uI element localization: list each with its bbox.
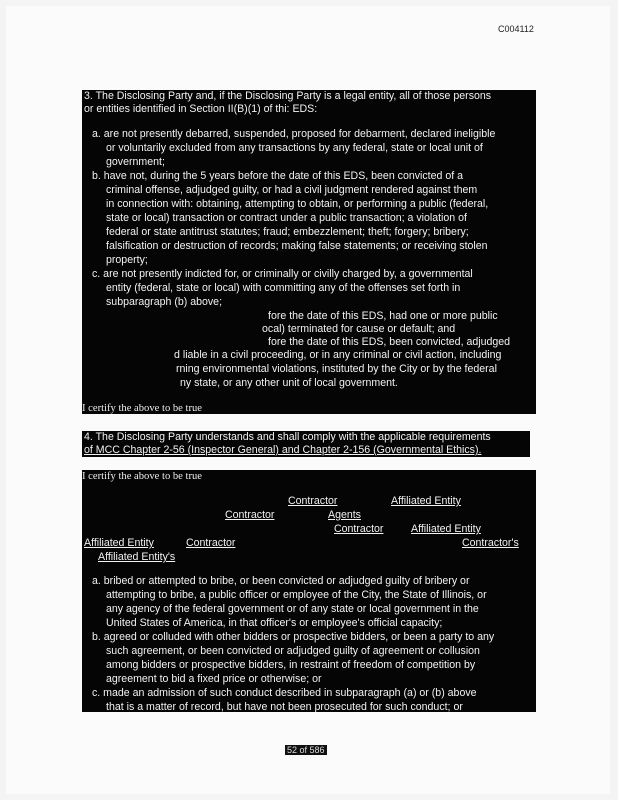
section-5-item-line: such agreement, or been convicted or adjudged guilty of agreement or collusion <box>106 645 480 657</box>
page-number: 52 of 586 <box>287 745 325 755</box>
section-5-item-line: c. made an admission of such conduct described in subparagraph (a) or (b) above <box>92 687 477 699</box>
section-3-item-line: falsification or destruction of records; making false statements; or receiving stolen <box>106 240 488 252</box>
section-3-item-line: c. are not presently indicted for, or criminally or civilly charged by, a governmental <box>92 268 473 280</box>
section-3-item-line: or voluntarily excluded from any transactions by any federal, state or local unit of <box>106 142 483 154</box>
section-5-item-line: any agency of the federal government or of any state or local government in the <box>106 603 479 615</box>
section-3-intro-line: or entities identified in Section II(B)(1) of thi: EDS: <box>84 103 318 115</box>
section-3-fragment-line: fore the date of this EDS, had one or more public <box>268 310 498 322</box>
term-contractor: Contractor <box>186 537 236 549</box>
term-contractor: Contractor <box>225 509 275 521</box>
term-affiliated-entitys: Affiliated Entity's <box>98 551 176 563</box>
section-5-item-line: a. bribed or attempted to bribe, or been convicted or adjudged guilty of bribery or <box>92 575 470 587</box>
section-3-fragment-line: ocal) terminated for cause or default; and <box>262 323 456 335</box>
section-3-fragment-line: ny state, or any other unit of local government. <box>180 377 398 389</box>
term-affiliated-entity: Affiliated Entity <box>391 495 461 507</box>
section-4-block <box>82 431 530 457</box>
term-contractors: Contractor's <box>462 537 519 549</box>
section-3-item-line: b. have not, during the 5 years before the date of this EDS, been convicted of a <box>92 170 464 182</box>
section-5-item-line: attempting to bribe, a public officer or employee of the City, the State of Illinois, or <box>106 589 487 601</box>
section-3-fragment-line: d liable in a civil proceeding, or in any criminal or civil action, including <box>174 349 502 361</box>
term-affiliated-entity: Affiliated Entity <box>411 523 481 535</box>
term-contractor: Contractor <box>288 495 338 507</box>
section-5-item-line: b. agreed or colluded with other bidders or prospective bidders, or been a party to any <box>92 631 495 643</box>
section-3-item-line: entity (federal, state or local) with committing any of the offenses set forth in <box>106 282 461 294</box>
section-3-block <box>82 90 536 414</box>
term-agents: Agents <box>328 509 361 521</box>
section-5-item-line: among bidders or prospective bidders, in restraint of freedom of competition by <box>106 659 476 671</box>
section-3-item-line: criminal offense, adjudged guilty, or had a civil judgment rendered against them <box>106 184 478 196</box>
section-3-item-line: property; <box>106 254 148 266</box>
certify-statement: I certify the above to be true <box>82 403 203 414</box>
section-3-item-line: a. are not presently debarred, suspended, proposed for debarment, declared ineligible <box>92 128 496 140</box>
section-5-item-line: United States of America, in that officer's or employee's official capacity; <box>106 617 443 629</box>
section-4-line: of MCC Chapter 2-56 (Inspector General) and Chapter 2-156 (Governmental Ethics). <box>84 444 482 456</box>
document-id: C004112 <box>498 24 534 34</box>
section-3-item-line: subparagraph (b) above; <box>106 296 223 308</box>
section-5-block <box>82 470 536 712</box>
term-contractor: Contractor <box>334 523 384 535</box>
section-3-item-line: in connection with: obtaining, attempting to obtain, or performing a public (federal, <box>106 198 489 210</box>
section-3-intro-line: 3. The Disclosing Party and, if the Disclosing Party is a legal entity, all of those persons <box>84 90 492 102</box>
section-5-item-line: agreement to bid a fixed price or otherwise; or <box>106 673 322 685</box>
section-3-item-line: government; <box>106 156 165 168</box>
section-4-line: 4. The Disclosing Party understands and shall comply with the applicable requirements <box>84 431 491 443</box>
section-3-item-line: federal or state antitrust statutes; fraud; embezzlement; theft; forgery; bribery; <box>106 226 469 238</box>
certify-statement: I certify the above to be true <box>82 471 203 482</box>
section-5-item-line: that is a matter of record, but have not been prosecuted for such conduct; or <box>106 701 463 713</box>
section-3-fragment-line: fore the date of this EDS, been convicted, adjudged <box>268 336 511 348</box>
term-affiliated-entity: Affiliated Entity <box>84 537 154 549</box>
section-3-item-line: state or local) transaction or contract under a public transaction; a violation of <box>106 212 467 224</box>
section-3-fragment-line: rning environmental violations, instituted by the City or by the federal <box>176 363 497 375</box>
